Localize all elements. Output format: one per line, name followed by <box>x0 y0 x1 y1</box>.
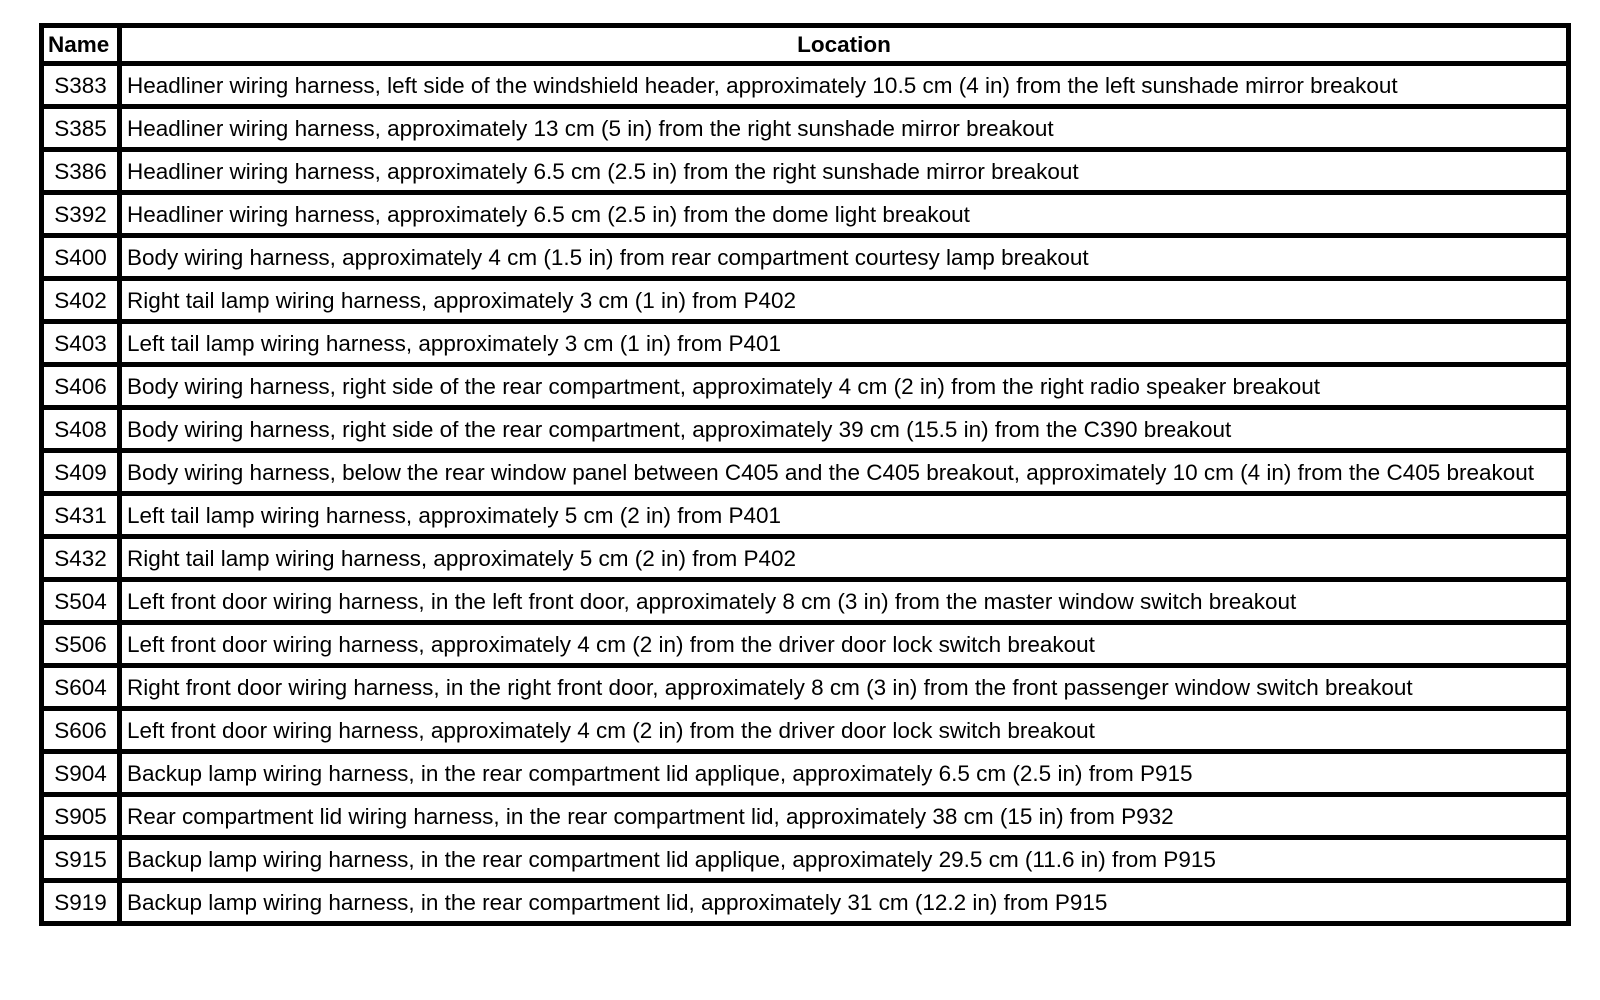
splice-name-cell: S408 <box>42 408 120 451</box>
splice-location-cell: Left tail lamp wiring harness, approximately 3 cm (1 in) from P401 <box>120 322 1569 365</box>
table-header-row <box>42 26 1569 64</box>
table-row <box>42 795 1569 838</box>
splice-name-cell: S506 <box>42 623 120 666</box>
table-row <box>42 494 1569 537</box>
table-row <box>42 623 1569 666</box>
splice-name-cell: S604 <box>42 666 120 709</box>
splice-name-cell: S406 <box>42 365 120 408</box>
splice-name-cell: S383 <box>42 64 120 107</box>
splice-name-cell: S392 <box>42 193 120 236</box>
table-row <box>42 838 1569 881</box>
column-header-location: Location <box>120 26 1569 64</box>
splice-name-cell: S919 <box>42 881 120 924</box>
splice-name-cell: S385 <box>42 107 120 150</box>
splice-location-table <box>39 23 1571 926</box>
splice-location-cell: Headliner wiring harness, left side of the windshield header, approximately 10.5 cm (4 in) from the left sunshade mirror breakout <box>120 64 1569 107</box>
splice-location-cell: Right tail lamp wiring harness, approximately 5 cm (2 in) from P402 <box>120 537 1569 580</box>
splice-name-cell: S386 <box>42 150 120 193</box>
table-row <box>42 881 1569 924</box>
table-row <box>42 408 1569 451</box>
splice-location-cell: Headliner wiring harness, approximately 13 cm (5 in) from the right sunshade mirror breakout <box>120 107 1569 150</box>
table-row <box>42 193 1569 236</box>
splice-location-cell: Left front door wiring harness, approximately 4 cm (2 in) from the driver door lock switch breakout <box>120 709 1569 752</box>
splice-location-cell: Backup lamp wiring harness, in the rear compartment lid applique, approximately 6.5 cm (2.5 in) from P915 <box>120 752 1569 795</box>
splice-name-cell: S403 <box>42 322 120 365</box>
table-row <box>42 236 1569 279</box>
splice-location-cell: Headliner wiring harness, approximately 6.5 cm (2.5 in) from the right sunshade mirror breakout <box>120 150 1569 193</box>
splice-location-cell: Backup lamp wiring harness, in the rear compartment lid applique, approximately 29.5 cm (11.6 in) from P915 <box>120 838 1569 881</box>
splice-name-cell: S915 <box>42 838 120 881</box>
table-row <box>42 451 1569 494</box>
splice-name-cell: S432 <box>42 537 120 580</box>
splice-name-cell: S905 <box>42 795 120 838</box>
splice-location-cell: Left tail lamp wiring harness, approximately 5 cm (2 in) from P401 <box>120 494 1569 537</box>
column-header-name: Name <box>42 26 120 64</box>
table-row <box>42 322 1569 365</box>
table-row <box>42 150 1569 193</box>
table-row <box>42 107 1569 150</box>
splice-location-cell: Right tail lamp wiring harness, approximately 3 cm (1 in) from P402 <box>120 279 1569 322</box>
splice-location-cell: Body wiring harness, below the rear window panel between C405 and the C405 breakout, approximately 10 cm (4 in) from the C405 breakout <box>120 451 1569 494</box>
splice-name-cell: S409 <box>42 451 120 494</box>
table-body <box>42 64 1569 924</box>
table-row <box>42 365 1569 408</box>
table-row <box>42 537 1569 580</box>
splice-location-cell: Right front door wiring harness, in the right front door, approximately 8 cm (3 in) from the front passenger window switch breakout <box>120 666 1569 709</box>
splice-location-cell: Body wiring harness, right side of the rear compartment, approximately 4 cm (2 in) from the right radio speaker breakout <box>120 365 1569 408</box>
splice-name-cell: S402 <box>42 279 120 322</box>
splice-name-cell: S904 <box>42 752 120 795</box>
splice-name-cell: S504 <box>42 580 120 623</box>
splice-location-cell: Headliner wiring harness, approximately 6.5 cm (2.5 in) from the dome light breakout <box>120 193 1569 236</box>
splice-name-cell: S606 <box>42 709 120 752</box>
table-row <box>42 752 1569 795</box>
splice-location-cell: Left front door wiring harness, in the left front door, approximately 8 cm (3 in) from the master window switch breakout <box>120 580 1569 623</box>
table-row <box>42 64 1569 107</box>
splice-name-cell: S400 <box>42 236 120 279</box>
table-row <box>42 666 1569 709</box>
table-row <box>42 279 1569 322</box>
splice-location-cell: Left front door wiring harness, approximately 4 cm (2 in) from the driver door lock switch breakout <box>120 623 1569 666</box>
table-row <box>42 580 1569 623</box>
splice-location-cell: Backup lamp wiring harness, in the rear compartment lid, approximately 31 cm (12.2 in) from P915 <box>120 881 1569 924</box>
splice-location-cell: Body wiring harness, approximately 4 cm (1.5 in) from rear compartment courtesy lamp breakout <box>120 236 1569 279</box>
splice-location-cell: Rear compartment lid wiring harness, in the rear compartment lid, approximately 38 cm (15 in) from P932 <box>120 795 1569 838</box>
table-row <box>42 709 1569 752</box>
splice-name-cell: S431 <box>42 494 120 537</box>
splice-location-cell: Body wiring harness, right side of the rear compartment, approximately 39 cm (15.5 in) from the C390 breakout <box>120 408 1569 451</box>
